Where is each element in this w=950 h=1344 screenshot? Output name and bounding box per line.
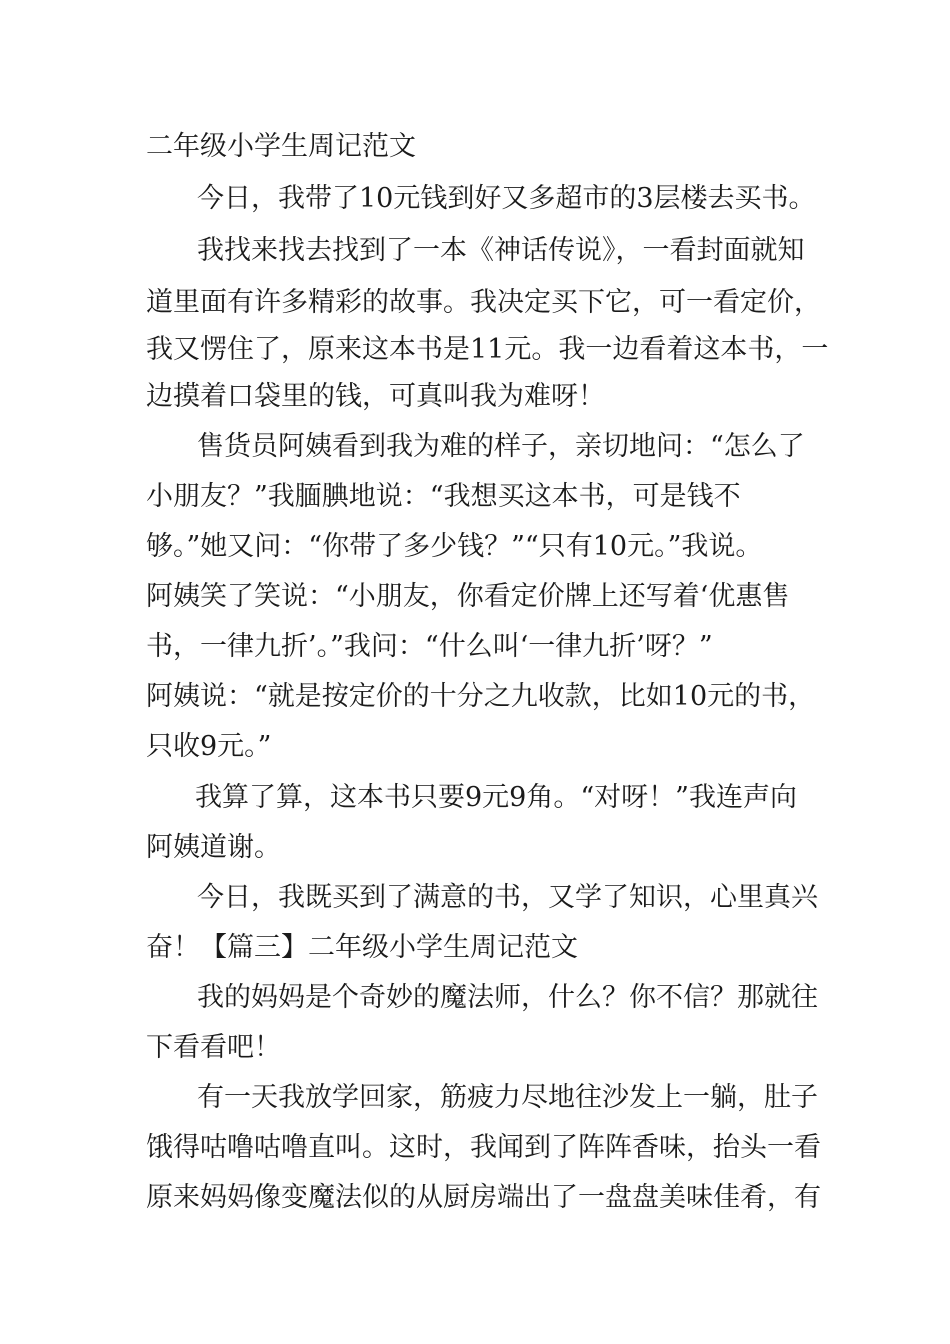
paragraph-line: 饿得咕噜咕噜直叫。这时，我闻到了阵阵香味，抬头一看 bbox=[146, 1132, 821, 1163]
paragraph-line: 阿姨道谢。 bbox=[146, 832, 281, 863]
paragraph-line: 够。”她又问：“你带了多少钱？”“只有10元。”我说。 bbox=[146, 531, 763, 562]
paragraph-line: 阿姨说：“就是按定价的十分之九收款，比如10元的书， bbox=[146, 681, 816, 712]
paragraph-line: 阿姨笑了笑说：“小朋友，你看定价牌上还写着‘优惠售 bbox=[146, 581, 790, 612]
paragraph-line: 书，一律九折’。”我问：“什么叫‘一律九折’呀？” bbox=[146, 631, 713, 662]
paragraph-line: 边摸着口袋里的钱，可真叫我为难呀！ bbox=[146, 381, 605, 412]
paragraph-line: 今日，我带了10元钱到好又多超市的3层楼去买书。 bbox=[197, 183, 816, 214]
paragraph-line: 原来妈妈像变魔法似的从厨房端出了一盘盘美味佳肴，有 bbox=[146, 1182, 821, 1213]
paragraph-line: 奋！【篇三】二年级小学生周记范文 bbox=[146, 932, 578, 963]
paragraph-line: 我算了算，这本书只要9元9角。“对呀！”我连声向 bbox=[195, 782, 797, 813]
paragraph-line: 我找来找去找到了一本《神话传说》，一看封面就知 bbox=[197, 235, 805, 266]
paragraph-line: 我的妈妈是个奇妙的魔法师，什么？你不信？那就往 bbox=[197, 982, 818, 1013]
document-title: 二年级小学生周记范文 bbox=[146, 131, 416, 162]
paragraph-line: 小朋友？”我腼腆地说：“我想买这本书，可是钱不 bbox=[146, 481, 741, 512]
paragraph-line: 售货员阿姨看到我为难的样子，亲切地问：“怎么了 bbox=[197, 431, 805, 462]
paragraph-line: 下看看吧！ bbox=[146, 1032, 281, 1063]
paragraph-line: 今日，我既买到了满意的书，又学了知识，心里真兴 bbox=[197, 882, 818, 913]
paragraph-line: 有一天我放学回家，筋疲力尽地往沙发上一躺，肚子 bbox=[197, 1082, 818, 1113]
paragraph-line: 只收9元。” bbox=[146, 731, 272, 762]
paragraph-line: 我又愣住了，原来这本书是11元。我一边看着这本书，一 bbox=[146, 334, 829, 365]
paragraph-line: 道里面有许多精彩的故事。我决定买下它，可一看定价， bbox=[146, 287, 821, 318]
